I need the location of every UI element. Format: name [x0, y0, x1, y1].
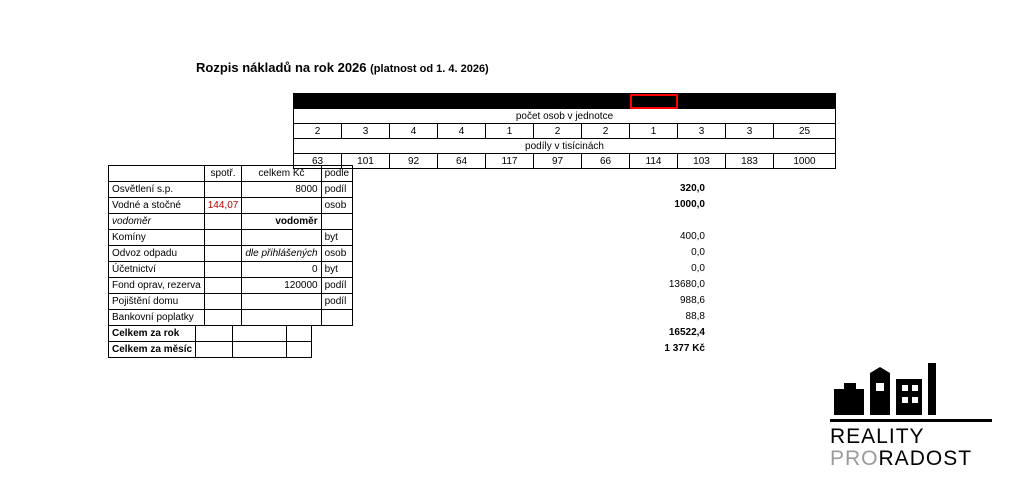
brand-logo [830, 363, 1000, 470]
cost-row-total [242, 230, 321, 246]
persons-cell: 1 [486, 124, 534, 139]
logo-line-reality: REALITY [830, 425, 925, 448]
band-persons-row [294, 109, 836, 124]
band-persons-label: počet osob v jednotce [294, 109, 836, 124]
cost-row-basis: podíl [321, 278, 352, 294]
share-cell: 103 [678, 154, 726, 169]
cost-row-label: Účetnictví [109, 262, 205, 278]
persons-cell: 2 [534, 124, 582, 139]
table-row [109, 310, 353, 326]
cost-header-total: celkem Kč [242, 166, 321, 182]
cost-row-consumption [204, 214, 242, 230]
cost-row-basis [321, 310, 352, 326]
amount-value: 320,0 [679, 183, 705, 194]
persons-cell: 4 [438, 124, 486, 139]
cost-row-total [242, 310, 321, 326]
cost-row-basis [321, 214, 352, 230]
logo-word-radost: RADOST [878, 447, 973, 470]
cost-row-consumption [204, 278, 242, 294]
totals-year-amount: 16522,4 [668, 327, 705, 338]
amount-spacer [652, 165, 705, 181]
redacted-header-row [294, 94, 836, 109]
persons-cell: 3 [678, 124, 726, 139]
selected-unit-amounts [652, 165, 705, 325]
logo-word-pro: PRO [830, 447, 879, 470]
cost-row-consumption [204, 230, 242, 246]
table-row [109, 294, 353, 310]
cost-row-label: Komíny [109, 230, 205, 246]
share-cell: 64 [438, 154, 486, 169]
totals-year-spacer-b [196, 326, 233, 342]
totals-month-spacer-c [233, 342, 287, 358]
table-row [109, 262, 353, 278]
cost-header-consumption: spotř. [204, 166, 242, 182]
totals-table [108, 325, 312, 358]
cost-header-basis: podle [321, 166, 352, 182]
cost-header-label [109, 166, 205, 182]
cost-row-consumption [204, 262, 242, 278]
totals-row-year [109, 326, 312, 342]
cost-row-consumption [204, 310, 242, 326]
table-row [109, 214, 353, 230]
share-cell-selected: 114 [630, 154, 678, 169]
page-title-sub: (platnost od 1. 4. 2026) [370, 63, 489, 75]
persons-cell: 4 [390, 124, 438, 139]
table-row [109, 198, 353, 214]
share-cell-total: 1000 [774, 154, 836, 169]
buildings-icon [834, 363, 952, 415]
share-cell: 101 [342, 154, 390, 169]
amount-value [652, 213, 705, 229]
cost-row-consumption [204, 246, 242, 262]
cost-row-basis: podíl [321, 294, 352, 310]
cost-row-label: vodoměr [109, 214, 205, 230]
share-cell: 117 [486, 154, 534, 169]
totals-month-spacer-d [287, 342, 312, 358]
totals-month-label: Celkem za měsíc [109, 342, 196, 358]
persons-cell: 2 [582, 124, 630, 139]
totals-year-label: Celkem za rok [109, 326, 196, 342]
amount-value: 0,0 [691, 247, 705, 258]
cost-row-total: vodoměr [242, 214, 321, 230]
redacted-block-selected[interactable] [630, 94, 678, 109]
redacted-block-left [294, 94, 630, 109]
band-shares-label: podíly v tisícinách [294, 139, 836, 154]
table-row [109, 246, 353, 262]
cost-row-total: 0 [242, 262, 321, 278]
amount-value: 1000,0 [674, 199, 705, 210]
cost-row-total [242, 198, 321, 214]
cost-row-label: Odvoz odpadu [109, 246, 205, 262]
totals-year-spacer-c [233, 326, 287, 342]
cost-breakdown-table [108, 165, 353, 326]
cost-row-basis: osob [321, 198, 352, 214]
persons-values-row [294, 124, 836, 139]
totals-amount-column [652, 325, 705, 357]
share-cell: 92 [390, 154, 438, 169]
page-title [196, 60, 489, 75]
amount-value: 88,8 [685, 311, 705, 322]
totals-year-spacer-d [287, 326, 312, 342]
cost-row-label: Pojištění domu [109, 294, 205, 310]
cost-row-basis: byt [321, 230, 352, 246]
share-cell: 66 [582, 154, 630, 169]
cost-row-label: Osvětlení s.p. [109, 182, 205, 198]
cost-row-consumption: 144,07 [204, 198, 242, 214]
table-row [109, 182, 353, 198]
cost-row-basis: byt [321, 262, 352, 278]
cost-row-total: 8000 [242, 182, 321, 198]
cost-row-consumption [204, 294, 242, 310]
share-cell: 97 [534, 154, 582, 169]
amount-value: 988,6 [679, 295, 705, 306]
redacted-block-right [678, 94, 836, 109]
table-row [109, 278, 353, 294]
persons-cell: 2 [294, 124, 342, 139]
table-row [109, 230, 353, 246]
totals-month-spacer-b [196, 342, 233, 358]
share-cell: 63 [294, 154, 342, 169]
cost-row-label: Fond oprav, rezerva [109, 278, 205, 294]
cost-row-label: Vodné a stočné [109, 198, 205, 214]
cost-row-basis: podíl [321, 182, 352, 198]
page-title-main: Rozpis nákladů na rok 2026 [196, 60, 367, 75]
share-cell: 183 [726, 154, 774, 169]
cost-row-total: 120000 [242, 278, 321, 294]
band-shares-row [294, 139, 836, 154]
cost-header-row [109, 166, 353, 182]
shares-values-row [294, 154, 836, 169]
logo-line-proradost [830, 448, 1000, 470]
totals-month-amount: 1 377 Kč [664, 343, 705, 354]
amount-value: 0,0 [691, 263, 705, 274]
logo-divider [830, 419, 992, 422]
cost-row-label: Bankovní poplatky [109, 310, 205, 326]
persons-cell: 3 [726, 124, 774, 139]
cost-row-total: dle přihlášených [242, 246, 321, 262]
cost-row-total [242, 294, 321, 310]
persons-shares-table [293, 93, 836, 169]
amount-value: 400,0 [679, 231, 705, 242]
persons-cell-selected: 1 [630, 124, 678, 139]
cost-row-consumption [204, 182, 242, 198]
amount-value: 13680,0 [668, 279, 705, 290]
persons-cell-total: 25 [774, 124, 836, 139]
persons-cell: 3 [342, 124, 390, 139]
cost-row-basis: osob [321, 246, 352, 262]
totals-row-month [109, 342, 312, 358]
